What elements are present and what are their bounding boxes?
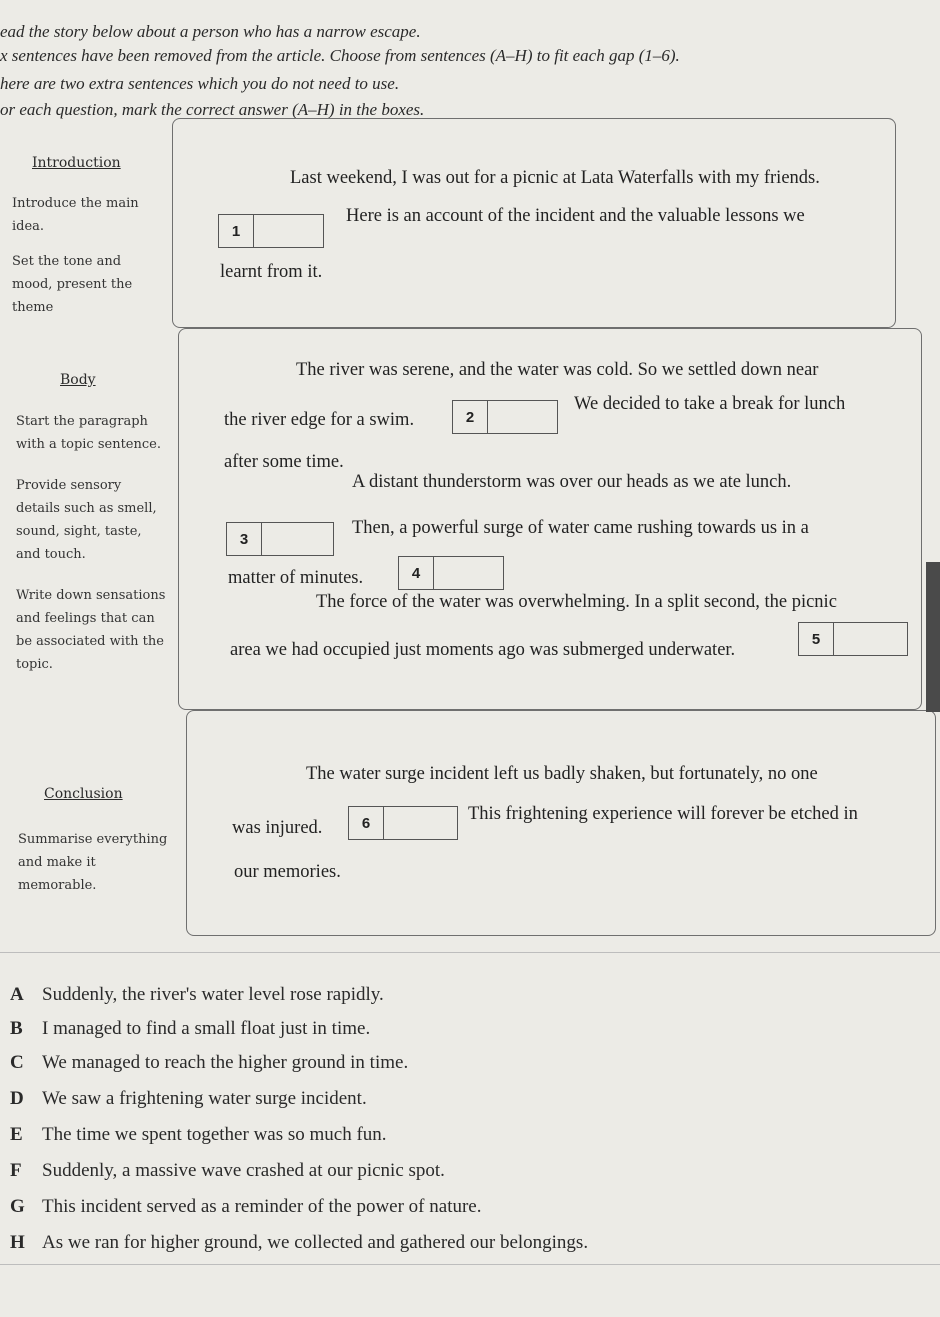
option-letter: B xyxy=(10,1018,23,1039)
option-a xyxy=(10,984,384,1006)
story-text: The force of the water was overwhelming. In a split second, the picnic xyxy=(316,592,837,612)
option-text: I managed to find a small float just in time. xyxy=(42,1018,371,1039)
divider xyxy=(0,952,940,953)
option-g xyxy=(10,1196,481,1218)
answer-box[interactable] xyxy=(384,807,457,839)
introduction-note: Set the tone and mood, present the theme xyxy=(12,254,133,315)
introduction-note: Introduce the main idea. xyxy=(12,196,139,234)
option-e xyxy=(10,1124,387,1146)
answer-box[interactable] xyxy=(254,215,323,247)
story-text: A distant thunderstorm was over our heads as we ate lunch. xyxy=(352,472,792,492)
answer-box[interactable] xyxy=(434,557,503,589)
option-c xyxy=(10,1052,408,1074)
story-text: Then, a powerful surge of water came rushing towards us in a xyxy=(352,518,809,538)
answer-gap-1[interactable] xyxy=(218,214,324,248)
story-text: Last weekend, I was out for a picnic at Lata Waterfalls with my friends. xyxy=(290,168,820,188)
answer-gap-4[interactable] xyxy=(398,556,504,590)
story-text: matter of minutes. xyxy=(228,568,364,588)
conclusion-note: Summarise everything and make it memorable. xyxy=(18,832,168,893)
body-notes xyxy=(16,410,166,676)
answer-gap-5[interactable] xyxy=(798,622,908,656)
answer-box[interactable] xyxy=(834,623,907,655)
body-note: Start the paragraph with a topic sentence. xyxy=(16,414,161,452)
story-text: after some time. xyxy=(224,452,344,472)
option-text: We managed to reach the higher ground in time. xyxy=(42,1052,409,1073)
option-text: This incident served as a reminder of the power of nature. xyxy=(42,1196,482,1217)
story-text: area we had occupied just moments ago was submerged underwater. xyxy=(230,640,736,660)
option-d xyxy=(10,1088,367,1110)
body-note: Write down sensations and feelings that can be associated with the topic. xyxy=(16,588,166,672)
option-letter: G xyxy=(10,1196,25,1217)
option-letter: F xyxy=(10,1160,22,1181)
story-text: was injured. xyxy=(232,818,323,838)
introduction-title: Introduction xyxy=(32,155,121,171)
option-text: Suddenly, a massive wave crashed at our picnic spot. xyxy=(42,1160,445,1181)
story-text: The water surge incident left us badly shaken, but fortunately, no one xyxy=(306,764,818,784)
introduction-notes xyxy=(12,192,162,319)
gap-number: 2 xyxy=(453,401,488,433)
story-text: This frightening experience will forever be etched in xyxy=(468,804,858,824)
option-letter: E xyxy=(10,1124,23,1145)
instruction-line-1: ead the story below about a person who has a narrow escape. xyxy=(0,22,421,41)
instruction-line-2: x sentences have been removed from the article. Choose from sentences (A–H) to fit each gap (1–6). xyxy=(0,46,680,65)
instruction-line-4: or each question, mark the correct answer (A–H) in the boxes. xyxy=(0,100,425,119)
option-f xyxy=(10,1160,445,1182)
option-b xyxy=(10,1018,370,1040)
instruction-line-3: here are two extra sentences which you do not need to use. xyxy=(0,74,400,93)
divider xyxy=(0,1264,940,1265)
option-text: As we ran for higher ground, we collected and gathered our belongings. xyxy=(42,1232,589,1253)
answer-gap-3[interactable] xyxy=(226,522,334,556)
option-h xyxy=(10,1232,588,1254)
gap-number: 3 xyxy=(227,523,262,555)
story-text: the river edge for a swim. xyxy=(224,410,415,430)
option-letter: H xyxy=(10,1232,25,1253)
answer-box[interactable] xyxy=(488,401,557,433)
option-text: Suddenly, the river's water level rose rapidly. xyxy=(42,984,384,1005)
option-text: We saw a frightening water surge incident. xyxy=(42,1088,367,1109)
gap-number: 1 xyxy=(219,215,254,247)
body-title: Body xyxy=(60,372,96,388)
story-text: We decided to take a break for lunch xyxy=(574,394,846,414)
story-text: The river was serene, and the water was cold. So we settled down near xyxy=(296,360,819,380)
gap-number: 4 xyxy=(399,557,434,589)
story-text: our memories. xyxy=(234,862,341,882)
gap-number: 5 xyxy=(799,623,834,655)
story-text: Here is an account of the incident and the valuable lessons we xyxy=(346,206,805,226)
body-note: Provide sensory details such as smell, sound, sight, taste, and touch. xyxy=(16,478,157,562)
story-text: learnt from it. xyxy=(220,262,323,282)
answer-gap-2[interactable] xyxy=(452,400,558,434)
option-text: The time we spent together was so much fun. xyxy=(42,1124,387,1145)
conclusion-notes xyxy=(18,828,168,897)
option-letter: A xyxy=(10,984,24,1005)
gap-number: 6 xyxy=(349,807,384,839)
answer-gap-6[interactable] xyxy=(348,806,458,840)
answer-box[interactable] xyxy=(262,523,333,555)
conclusion-title: Conclusion xyxy=(44,786,123,802)
option-letter: C xyxy=(10,1052,24,1073)
option-letter: D xyxy=(10,1088,24,1109)
page-edge-shadow xyxy=(926,562,940,712)
